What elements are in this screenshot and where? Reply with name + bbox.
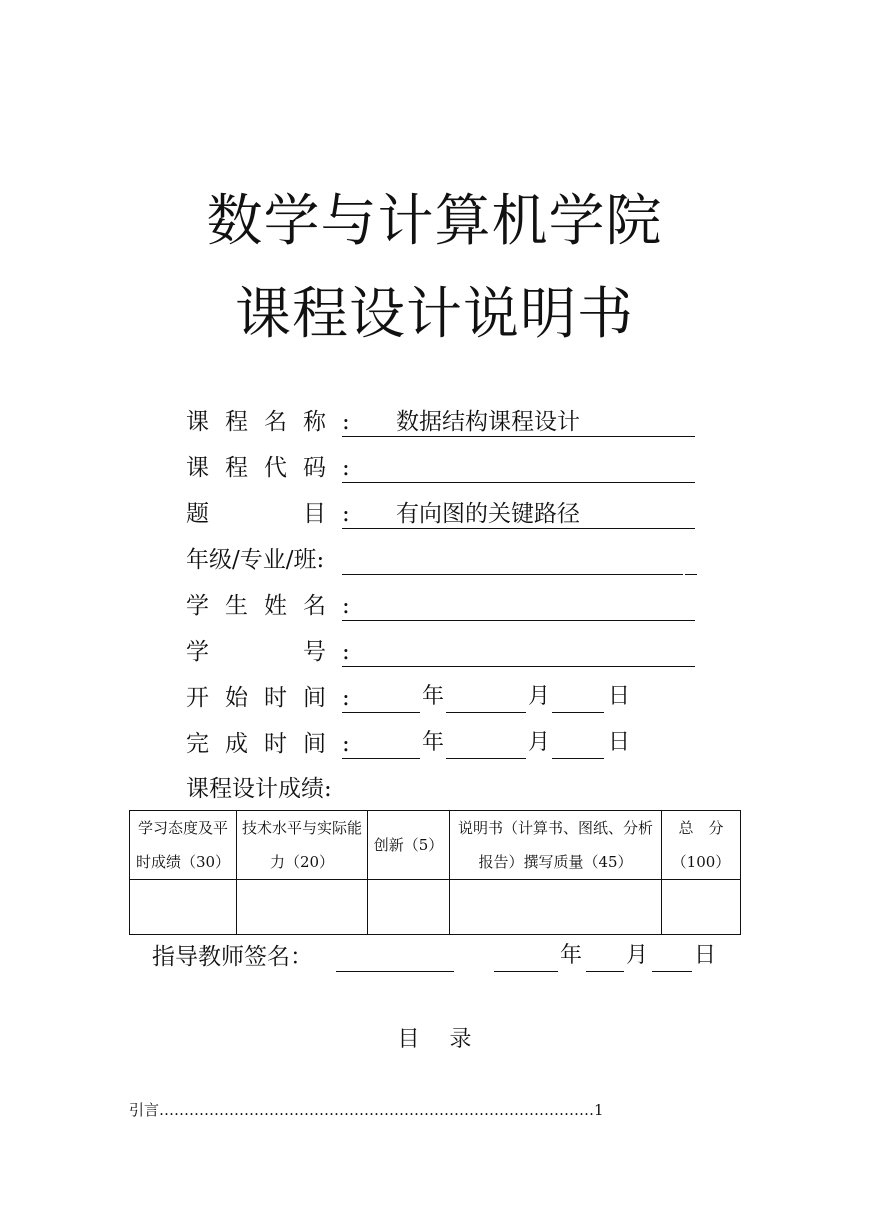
grade-cell (368, 880, 450, 935)
col-report-quality: 说明书（计算书、图纸、分析报告）撰写质量（45） (450, 811, 662, 880)
signature-blank (336, 947, 454, 972)
field-label: 课程代码: (186, 455, 366, 481)
start-month-unit: 月 (528, 684, 551, 709)
grade-cell (237, 880, 368, 935)
finish-year-blank (342, 734, 420, 759)
toc-entry-title: 引言 (129, 1101, 160, 1119)
toc-entry[interactable] (129, 1098, 689, 1122)
field-underline (342, 596, 695, 621)
toc-title: 目录 (397, 1027, 502, 1052)
col-total: 总 分（100） (662, 811, 741, 880)
field-grade-major-class (186, 544, 324, 576)
signature-year-blank (494, 947, 558, 972)
toc-leader: …………………………………………………………………………… (159, 1101, 595, 1119)
topic-value: 有向图的关键路径 (396, 501, 580, 527)
field-underline (342, 458, 695, 483)
field-label: 学 号: (186, 639, 366, 665)
school-title: 数学与计算机学院 (206, 189, 663, 254)
toc-entry-page: 1 (594, 1101, 604, 1119)
start-time-label: 开始时间: (186, 685, 366, 711)
finish-time-label: 完成时间: (186, 731, 366, 757)
field-student-name (186, 590, 366, 622)
finish-year-unit: 年 (422, 730, 445, 755)
advisor-signature-label: 指导教师签名： (152, 944, 313, 970)
field-course-name (186, 406, 366, 438)
start-year-unit: 年 (422, 684, 445, 709)
field-label: 题 目: (186, 501, 366, 527)
signature-day-blank (652, 947, 692, 972)
signature-month-unit: 月 (626, 943, 649, 968)
field-topic (186, 498, 366, 530)
field-label: 学生姓名: (186, 593, 366, 619)
grade-label: 课程设计成绩: (186, 776, 332, 802)
start-day-blank (552, 688, 604, 713)
field-underline (342, 550, 683, 575)
document-title: 课程设计说明书 (235, 282, 634, 347)
grade-table (129, 810, 741, 935)
field-underline-tail (685, 550, 697, 575)
field-label: 年级/专业/班: (186, 547, 325, 573)
col-innovation: 创新（5） (368, 811, 450, 880)
finish-month-unit: 月 (528, 730, 551, 755)
grade-cell (130, 880, 237, 935)
signature-day-unit: 日 (694, 943, 717, 968)
start-month-blank (446, 688, 526, 713)
finish-day-unit: 日 (608, 730, 631, 755)
field-student-id (186, 636, 366, 668)
start-day-unit: 日 (608, 684, 631, 709)
grade-table-header (130, 811, 741, 880)
finish-month-blank (446, 734, 526, 759)
grade-cell (662, 880, 741, 935)
field-underline (342, 642, 695, 667)
grade-table-row (130, 880, 741, 935)
col-attitude: 学习态度及平时成绩（30） (130, 811, 237, 880)
course-name-value: 数据结构课程设计 (396, 409, 580, 435)
start-time-row (186, 682, 366, 714)
col-technical: 技术水平与实际能力（20） (237, 811, 368, 880)
field-label: 课程名称: (186, 409, 366, 435)
signature-month-blank (586, 947, 624, 972)
field-course-code (186, 452, 366, 484)
finish-day-blank (552, 734, 604, 759)
grade-cell (450, 880, 662, 935)
start-year-blank (342, 688, 420, 713)
finish-time-row (186, 728, 366, 760)
grade-label-row (186, 773, 332, 805)
signature-year-unit: 年 (560, 943, 583, 968)
